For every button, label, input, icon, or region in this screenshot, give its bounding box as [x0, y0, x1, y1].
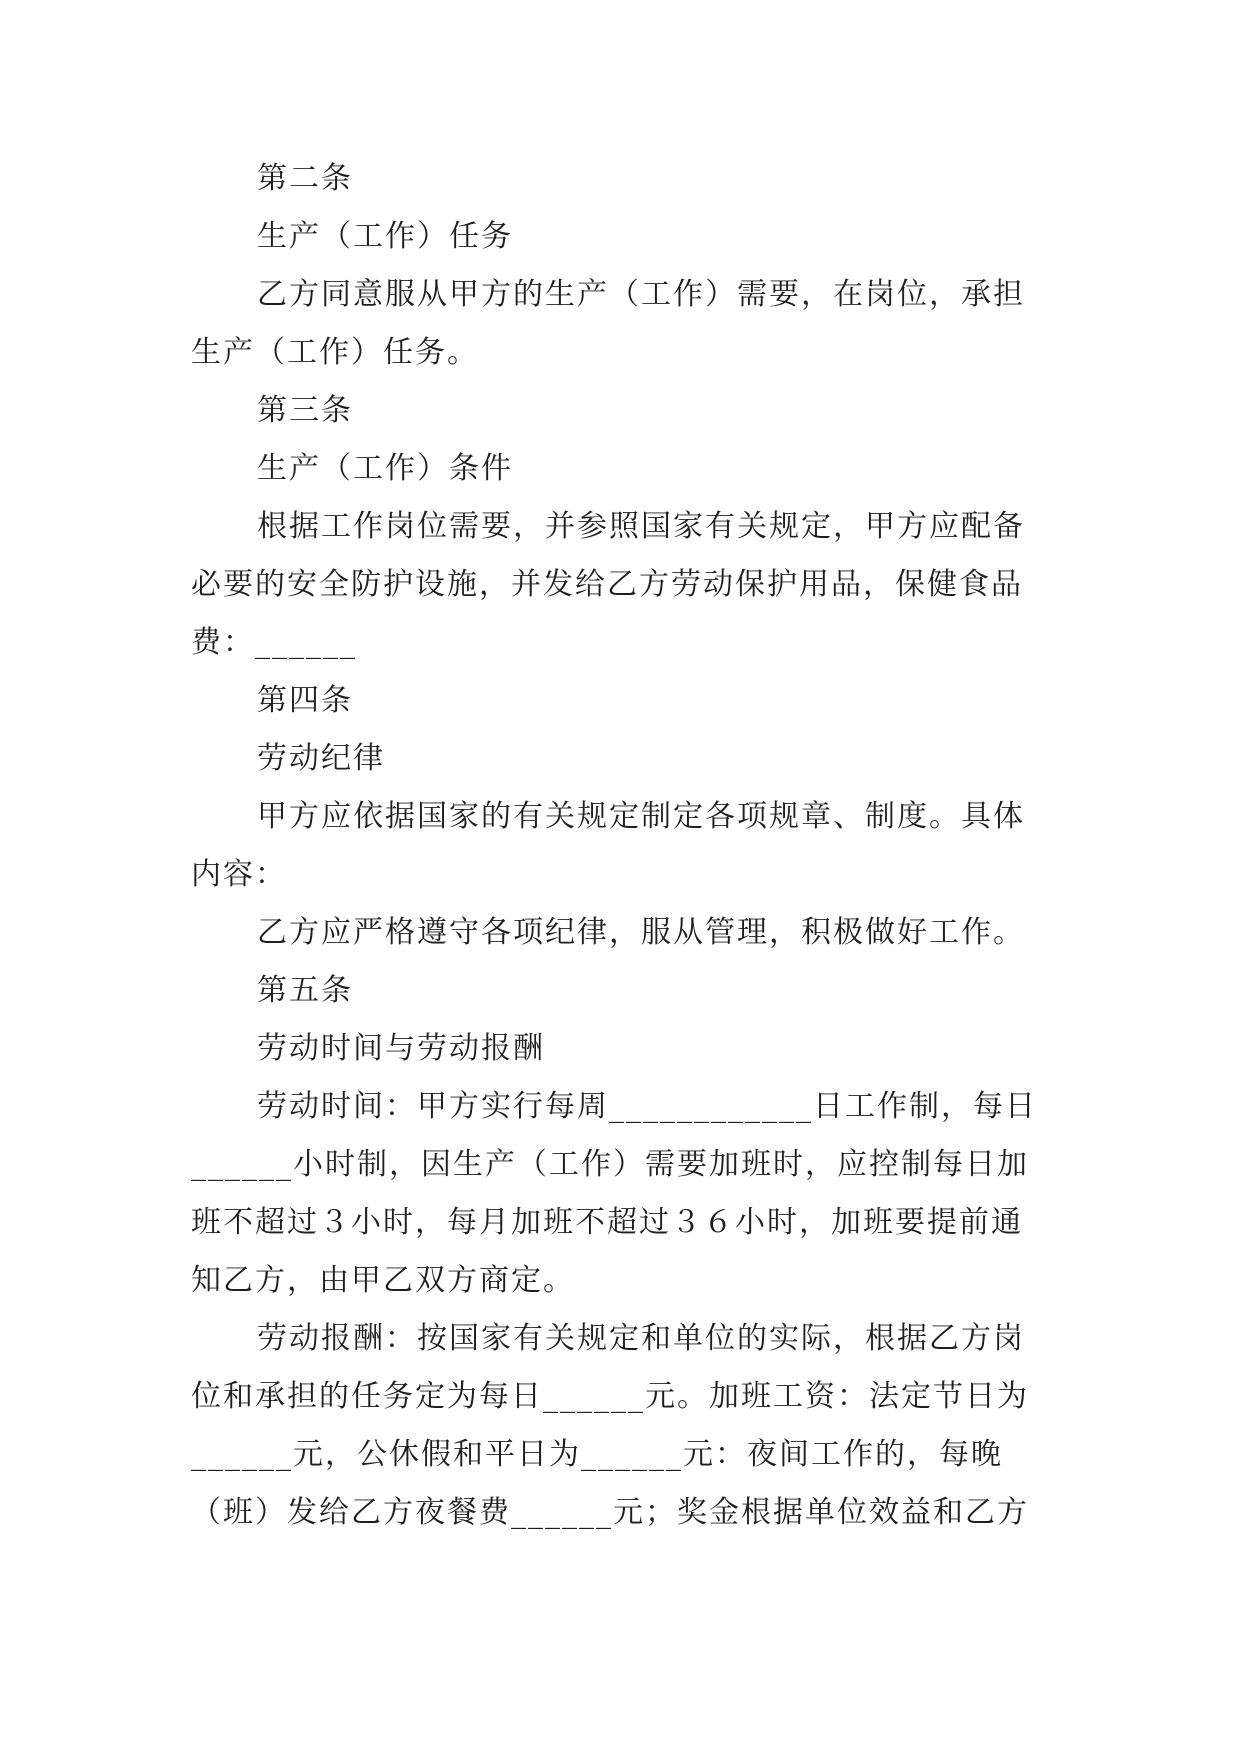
- paragraph-line: 根据工作岗位需要，并参照国家有关规定，甲方应配备: [257, 509, 1025, 544]
- article-title: 生产（工作）任务: [257, 219, 513, 254]
- article-heading: 第二条: [257, 161, 353, 196]
- paragraph-line: 生产（工作）任务。: [191, 335, 479, 370]
- paragraph-line: 知乙方，由甲乙双方商定。: [191, 1263, 575, 1298]
- article-title: 劳动纪律: [257, 741, 385, 776]
- paragraph-line: 位和承担的任务定为每日______元。加班工资：法定节日为: [191, 1379, 1029, 1414]
- paragraph-line: 必要的安全防护设施，并发给乙方劳动保护用品，保健食品: [191, 567, 1023, 602]
- document-page: [191, 150, 1051, 1542]
- paragraph-line: 乙方应严格遵守各项纪律，服从管理，积极做好工作。: [257, 915, 1025, 950]
- paragraph-line: 甲方应依据国家的有关规定制定各项规章、制度。具体: [257, 799, 1025, 834]
- article-heading: 第四条: [257, 683, 353, 718]
- paragraph-line: 内容：: [191, 857, 287, 892]
- article-heading: 第五条: [257, 973, 353, 1008]
- article-heading: 第三条: [257, 393, 353, 428]
- article-title: 劳动时间与劳动报酬: [257, 1031, 545, 1066]
- article-title: 生产（工作）条件: [257, 451, 513, 486]
- paragraph-line: 乙方同意服从甲方的生产（工作）需要，在岗位，承担: [257, 277, 1025, 312]
- paragraph-line: 班不超过３小时，每月加班不超过３６小时，加班要提前通: [191, 1205, 1023, 1240]
- paragraph-line: ______小时制，因生产（工作）需要加班时，应控制每日加: [191, 1147, 1029, 1182]
- paragraph-line: 费：______: [191, 625, 357, 660]
- paragraph-line: （班）发给乙方夜餐费______元；奖金根据单位效益和乙方: [191, 1495, 1029, 1530]
- paragraph-line: ______元，公休假和平日为______元：夜间工作的，每晚: [191, 1437, 1003, 1472]
- paragraph-line: 劳动时间：甲方实行每周____________日工作制，每日: [257, 1089, 1037, 1124]
- paragraph-line: 劳动报酬：按国家有关规定和单位的实际，根据乙方岗: [257, 1321, 1025, 1356]
